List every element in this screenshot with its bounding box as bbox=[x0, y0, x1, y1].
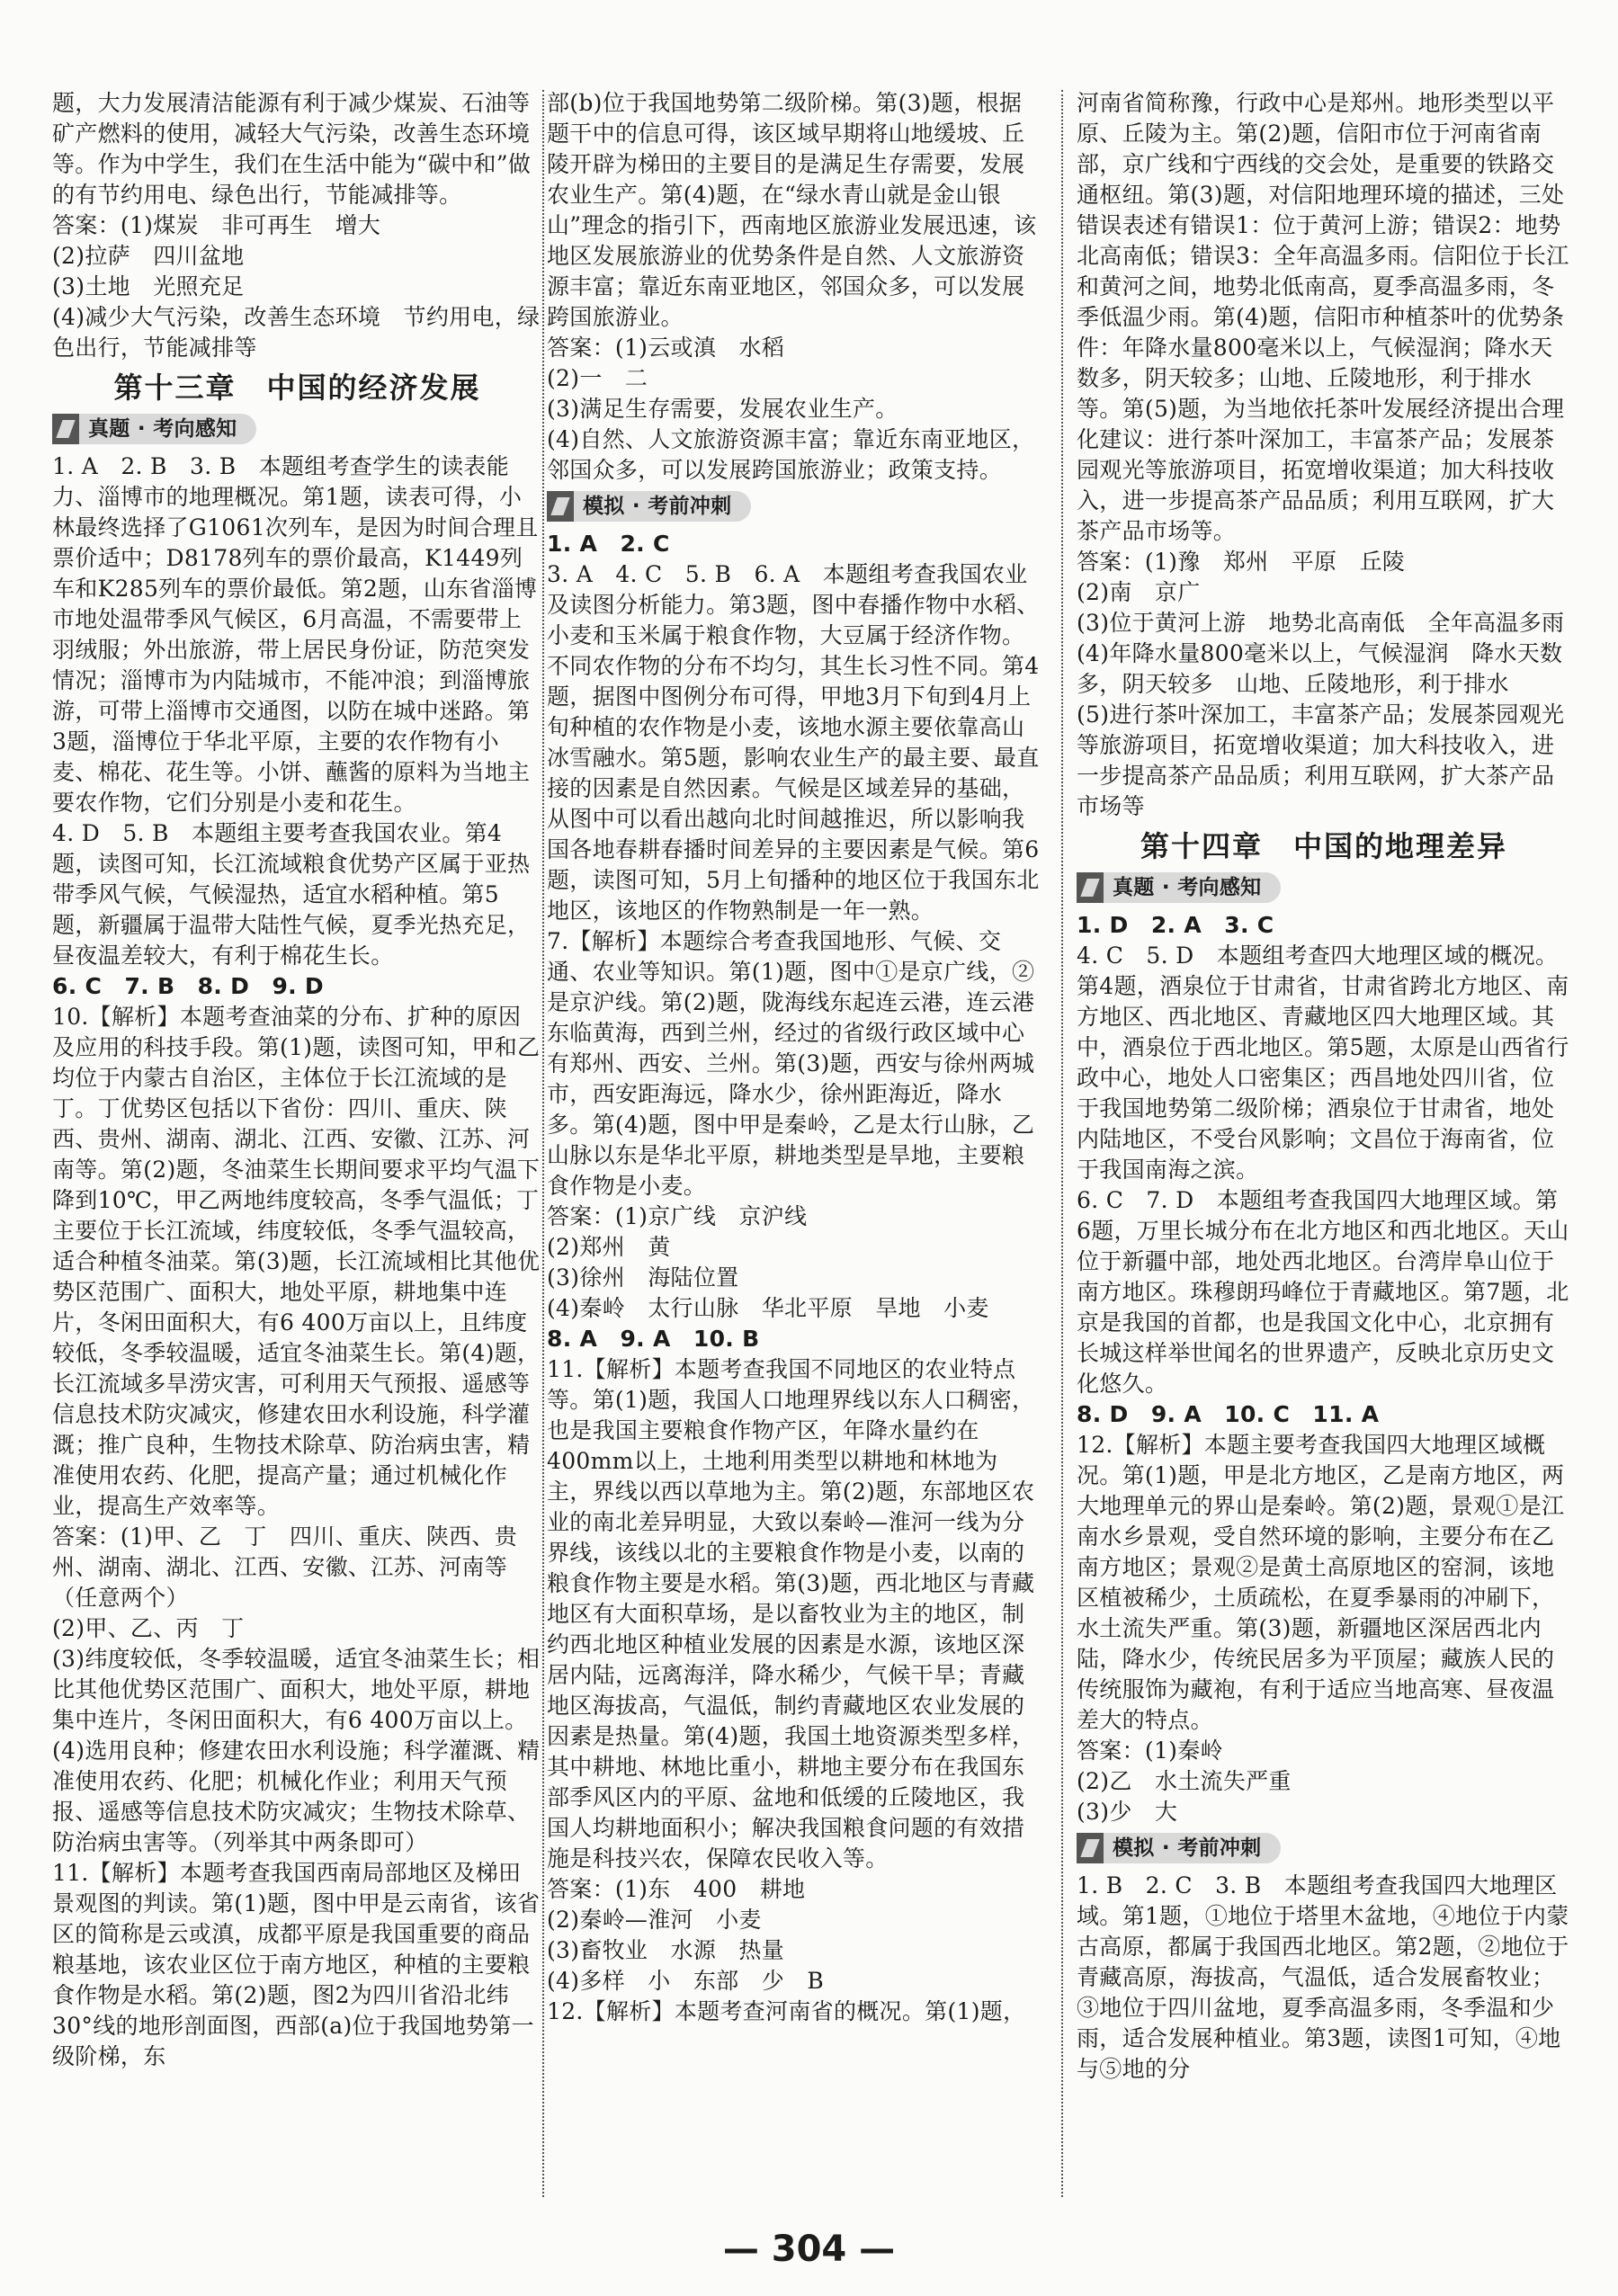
answer-line: (3)满足生存需要，发展农业生产。 bbox=[547, 396, 898, 422]
column-right bbox=[1077, 88, 1571, 2085]
section-marker-icon bbox=[1077, 1833, 1104, 1863]
answer-line: (2)南 京广 bbox=[1077, 579, 1201, 605]
answer-line: 答案：(1)云或滇 水稻 bbox=[547, 335, 785, 361]
question-block: 11.【解析】本题考查我国西南局部地区及梯田景观图的判读。第(1)题，图中甲是云南省，该省区的简称是云或滇，成都平原是我国重要的商品粮基地，该农业区位于南方地区，种植的主要粮食作物是水稻。第(2)题，图2为四川省沿北纬30°线的地形剖面图，西部(a)位于我国地势第一级阶梯，东 bbox=[52, 1860, 541, 2069]
answer-line: (3)土地 光照充足 bbox=[52, 273, 245, 299]
paragraph: 河南省简称豫，行政中心是郑州。地形类型以平原、丘陵为主。第(2)题，信阳市位于河南省南部，京广线和宁西线的交会处，是重要的铁路交通枢纽。第(3)题，对信阳地理环境的描述，三处错误表述有错误1：位于黄河上游；错误2：地势北高南低；错误3：全年高温多雨。信阳位于长江和黄河之间，地势北低南高，夏季高温多雨，冬季低温少雨。第(4)题，信阳市种植茶叶的优势条件：年降水量800毫米以上，气候湿润；降水天数多，阴天较多；山地、丘陵地形，利于排水等。第(5)题，为当地依托茶叶发展经济提出合理化建议：进行茶叶深加工，丰富茶产品；发展茶园观光等旅游项目，拓宽增收渠道；加大科技收入，进一步提高茶产品品质；利用互联网，扩大茶产品市场等。 bbox=[1077, 90, 1569, 544]
answer-line: 答案：(1)煤炭 非可再生 增大 bbox=[52, 212, 381, 238]
answer-line: (4)选用良种；修建农田水利设施；科学灌溉、精准使用农药、化肥；机械化作业；利用天气预报、遥感等信息技术防灾减灾；生物技术除草、防治病虫害等。（列举其中两条即可） bbox=[52, 1738, 541, 1855]
answer-line: 答案：(1)豫 郑州 平原 丘陵 bbox=[1077, 549, 1406, 575]
section-marker-icon bbox=[52, 414, 79, 444]
answer-line: 答案：(1)京广线 京沪线 bbox=[547, 1203, 808, 1229]
answer-line: (5)进行茶叶深加工，丰富茶产品；发展茶园观光等旅游项目，拓宽增收渠道；加大科技收入，进一步提高茶产品品质；利用互联网，扩大茶产品市场等 bbox=[1077, 701, 1565, 819]
answer-line: 1. A 2. C bbox=[547, 531, 670, 557]
paragraph: 题，大力发展清洁能源有利于减少煤炭、石油等矿产燃料的使用，减轻大气污染，改善生态环境等。作为中学生，我们在生活中能为“碳中和”做的有节约用电、绿色出行，节能减排等。 bbox=[52, 90, 532, 208]
answer-line: (2)拉萨 四川盆地 bbox=[52, 243, 245, 269]
question-block: 3. A 4. C 5. B 6. A 本题组考查我国农业及读图分析能力。第3题，图中春播作物中水稻、小麦和玉米属于粮食作物，大豆属于经济作物。不同农作物的分布不均匀，其生长习性不同。第4题，据图中图例分布可得，甲地3月下旬到4月上旬种植的农作物是小麦，该地水源主要依靠高山冰雪融水。第5题，影响农业生产的最主要、最直接的因素是自然因素。气候是区域差异的基础，从图中可以看出越向北时间越推迟，所以影响我国各地春耕春播时间差异的主要因素是气候。第6题，读图可知，5月上旬播种的地区位于我国东北地区，该地区的作物熟制是一年一熟。 bbox=[547, 561, 1040, 924]
answer-line: 答案：(1)秦岭 bbox=[1077, 1738, 1223, 1764]
section-header bbox=[1077, 872, 1571, 903]
question-block: 6. C 7. D 本题组考查我国四大地理区域。第6题，万里长城分布在北方地区和西北地区。天山位于新疆中部，地处西北地区。台湾岸阜山位于南方地区。珠穆朗玛峰位于青藏地区。第7题，北京是我国的首都，也是我国文化中心，北京拥有长城这样举世闻名的世界遗产，反映北京历史文化悠久。 bbox=[1077, 1187, 1569, 1397]
section-marker-icon bbox=[547, 491, 574, 522]
section-label: 真题 · 考向感知 bbox=[88, 417, 237, 441]
answer-line: (4)年降水量800毫米以上，气候湿润 降水天数多，阴天较多 山地、丘陵地形，利于排水 bbox=[1077, 640, 1563, 697]
page-number: — 304 — bbox=[722, 2229, 896, 2270]
answer-line: 答案：(1)甲、乙 丁 四川、重庆、陕西、贵州、湖南、湖北、江西、安徽、江苏、河南等（任意两个） bbox=[52, 1523, 518, 1611]
section-header bbox=[1077, 1833, 1571, 1863]
answer-line: 8. D 9. A 10. C 11. A bbox=[1077, 1401, 1380, 1427]
answer-line: (3)徐州 海陆位置 bbox=[547, 1264, 739, 1291]
question-block: 4. D 5. B 本题组主要考查我国农业。第4题，读图可知，长江流域粮食优势产区属于亚热带季风气候，气候湿热，适宜水稻种植。第5题，新疆属于温带大陆性气候，夏季光热充足，昼夜温差较大，有利于棉花生长。 bbox=[52, 820, 531, 969]
question-block: 1. B 2. C 3. B 本题组考查我国四大地理区域。第1题，①地位于塔里木盆地，④地位于内蒙古高原，都属于我国西北地区。第2题，②地位于青藏高原，海拔高，气温低，适合发展畜牧业；③地位于四川盆地，夏季高温多雨，冬季温和少雨，适合发展种植业。第3题，读图1可知，④地与⑤地的分 bbox=[1077, 1872, 1569, 2082]
answer-line: (3)畜牧业 水源 热量 bbox=[547, 1937, 785, 1963]
chapter-title: 第十四章 中国的地理差异 bbox=[1140, 829, 1507, 863]
question-block: 12.【解析】本题考查河南省的概况。第(1)题， bbox=[547, 1998, 1026, 2024]
answer-line: (3)少 大 bbox=[1077, 1799, 1178, 1825]
chapter-title: 第十三章 中国的经济发展 bbox=[113, 371, 481, 405]
section-label: 真题 · 考向感知 bbox=[1113, 876, 1262, 899]
answer-line: (3)纬度较低，冬季较温暖，适宜冬油菜生长；相比其他优势区范围广、面积大，地处平原，耕地集中连片，冬闲田面积大，有6 400万亩以上。 bbox=[52, 1646, 541, 1733]
column-left bbox=[52, 88, 542, 2072]
section-label: 模拟 · 考前冲刺 bbox=[1113, 1836, 1262, 1860]
answer-line: (4)自然、人文旅游资源丰富；靠近东南亚地区，邻国众多，可以发展跨国旅游业；政策支持。 bbox=[547, 426, 1035, 483]
question-block: 7.【解析】本题综合考查我国地形、气候、交通、农业等知识。第(1)题，图中①是京广线，②是京沪线。第(2)题，陇海线东起连云港，连云港东临黄海，西到兰州，经过的省级行政区域中心有郑州、西安、兰州。第(3)题，西安与徐州两城市，西安距海远，降水少，徐州距海近，降水多。第(4)题，图中甲是秦岭，乙是太行山脉，乙山脉以东是华北平原，耕地类型是旱地，主要粮食作物是小麦。 bbox=[547, 928, 1035, 1199]
section-header bbox=[52, 414, 542, 444]
paragraph: 部(b)位于我国地势第二级阶梯。第(3)题，根据题干中的信息可得，该区域早期将山地缓坡、丘陵开辟为梯田的主要目的是满足生存需要，发展农业生产。第(4)题，在“绿水青山就是金山银山”理念的指引下，西南地区旅游业发展迅速，该地区发展旅游业的优势条件是自然、人文旅游资源丰富；靠近东南亚地区，邻国众多，可以发展跨国旅游业。 bbox=[547, 90, 1037, 330]
question-block: 12.【解析】本题主要考查我国四大地理区域概况。第(1)题，甲是北方地区，乙是南方地区，两大地理单元的界山是秦岭。第(2)题，景观①是江南水乡景观，受自然环境的影响，主要分布在乙南方地区；景观②是黄土高原地区的窑洞，该地区植被稀少，土质疏松，在夏季暴雨的冲刷下，水土流失严重。第(3)题，新疆地区深居西北内陆，降水少，传统民居多为平顶屋；藏族人民的传统服饰为藏袍，有利于适应当地高寒、昼夜温差大的特点。 bbox=[1077, 1432, 1565, 1733]
answer-line: (4)减少大气污染，改善生态环境 节约用电，绿色出行，节能减排等 bbox=[52, 304, 541, 361]
answer-line: (4)秦岭 太行山脉 华北平原 旱地 小麦 bbox=[547, 1295, 989, 1321]
answer-line: (2)郑州 黄 bbox=[547, 1234, 671, 1260]
question-block: 1. A 2. B 3. B 本题组考查学生的读表能力、淄博市的地理概况。第1题，读表可得，小林最终选择了G1061次列车，是因为时间合理且票价适中；D8178列车的票价最高，K1449列车和K285列车的票价最低。第2题，山东省淄博市地处温带季风气候区，6月高温，不需要带上羽绒服；外出旅游，带上居民身份证，防范突发情况；淄博市为内陆城市，不能冲浪；到淄博旅游，可带上淄博市交通图，以防在城中迷路。第3题，淄博位于华北平原，主要的农作物有小麦、棉花、花生等。小饼、蘸酱的原料为当地主要农作物，它们分别是小麦和花生。 bbox=[52, 453, 539, 816]
answer-line: (2)一 二 bbox=[547, 365, 648, 391]
answer-line: (2)甲、乙、丙 丁 bbox=[52, 1615, 245, 1641]
answer-line: 答案：(1)东 400 耕地 bbox=[547, 1876, 806, 1902]
column-divider bbox=[1061, 90, 1063, 2197]
column-middle bbox=[547, 88, 1043, 2027]
column-divider bbox=[542, 90, 544, 2197]
question-block: 4. C 5. D 本题组考查四大地理区域的概况。第4题，酒泉位于甘肃省，甘肃省跨北方地区、南方地区、西北地区、青藏地区四大地理区域。其中，酒泉位于西北地区。第5题，太原是山西省行政中心，地处人口密集区；西昌地处四川省，位于我国地势第二级阶梯；酒泉位于甘肃省，地处内陆地区，不受台风影响；文昌位于海南省，位于我国南海之滨。 bbox=[1077, 943, 1569, 1183]
answer-line: 8. A 9. A 10. B bbox=[547, 1326, 760, 1352]
question-block: 10.【解析】本题考查油菜的分布、扩种的原因及应用的科技手段。第(1)题，读图可知，甲和乙均位于内蒙古自治区，主体位于长江流域的是丁。丁优势区包括以下省份：四川、重庆、陕西、贵州、湖南、湖北、江西、安徽、江苏、河南等。第(2)题，冬油菜生长期间要求平均气温下降到10℃，甲乙两地纬度较高，冬季气温低；丁主要位于长江流域，纬度较低，冬季气温较高，适合种植冬油菜。第(3)题，长江流域相比其他优势区范围广、面积大，地处平原，耕地集中连片，冬闲田面积大，有6 400万亩以上，且纬度较低，冬季较温暖，适宜冬油菜生长。第(4)题，长江流域多旱涝灾害，可利用天气预报、遥感等信息技术防灾减灾，修建农田水利设施，科学灌溉；推广良种，生物技术除草、防治病虫害，精准使用农药、化肥，提高产量；通过机械化作业，提高生产效率等。 bbox=[52, 1004, 541, 1519]
answer-line: (4)多样 小 东部 少 B bbox=[547, 1968, 824, 1994]
section-marker-icon bbox=[1077, 872, 1104, 903]
question-block: 11.【解析】本题考查我国不同地区的农业特点等。第(1)题，我国人口地理界线以东人口稠密，也是我国主要粮食作物产区，年降水量约在400mm以上，土地利用类型以耕地和林地为主，界线以西以草地为主。第(2)题，东部地区农业的南北差异明显，大致以秦岭—淮河一线为分界线，该线以北的主要粮食作物是小麦，以南的粮食作物主要是水稻。第(3)题，西北地区与青藏地区有大面积草场，是以畜牧业为主的地区，制约西北地区种植业发展的因素是水源，该地区深居内陆，远离海洋，降水稀少，气候干旱；青藏地区海拔高，气温低，制约青藏地区农业发展的因素是热量。第(4)题，我国土地资源类型多样，其中耕地、林地比重小，耕地主要分布在我国东部季风区内的平原、盆地和低缓的丘陵地区，我国人均耕地面积小；解决我国粮食问题的有效措施是科技兴农，保障农民收入等。 bbox=[547, 1356, 1035, 1872]
answer-line: (2)乙 水土流失严重 bbox=[1077, 1768, 1292, 1794]
answer-line: (3)位于黄河上游 地势北高南低 全年高温多雨 bbox=[1077, 610, 1565, 636]
section-header bbox=[547, 491, 1043, 522]
answer-line: (2)秦岭—淮河 小麦 bbox=[547, 1907, 762, 1933]
answer-line: 6. C 7. B 8. D 9. D bbox=[52, 973, 324, 999]
section-label: 模拟 · 考前冲刺 bbox=[583, 495, 732, 518]
answer-line: 1. D 2. A 3. C bbox=[1077, 912, 1274, 938]
